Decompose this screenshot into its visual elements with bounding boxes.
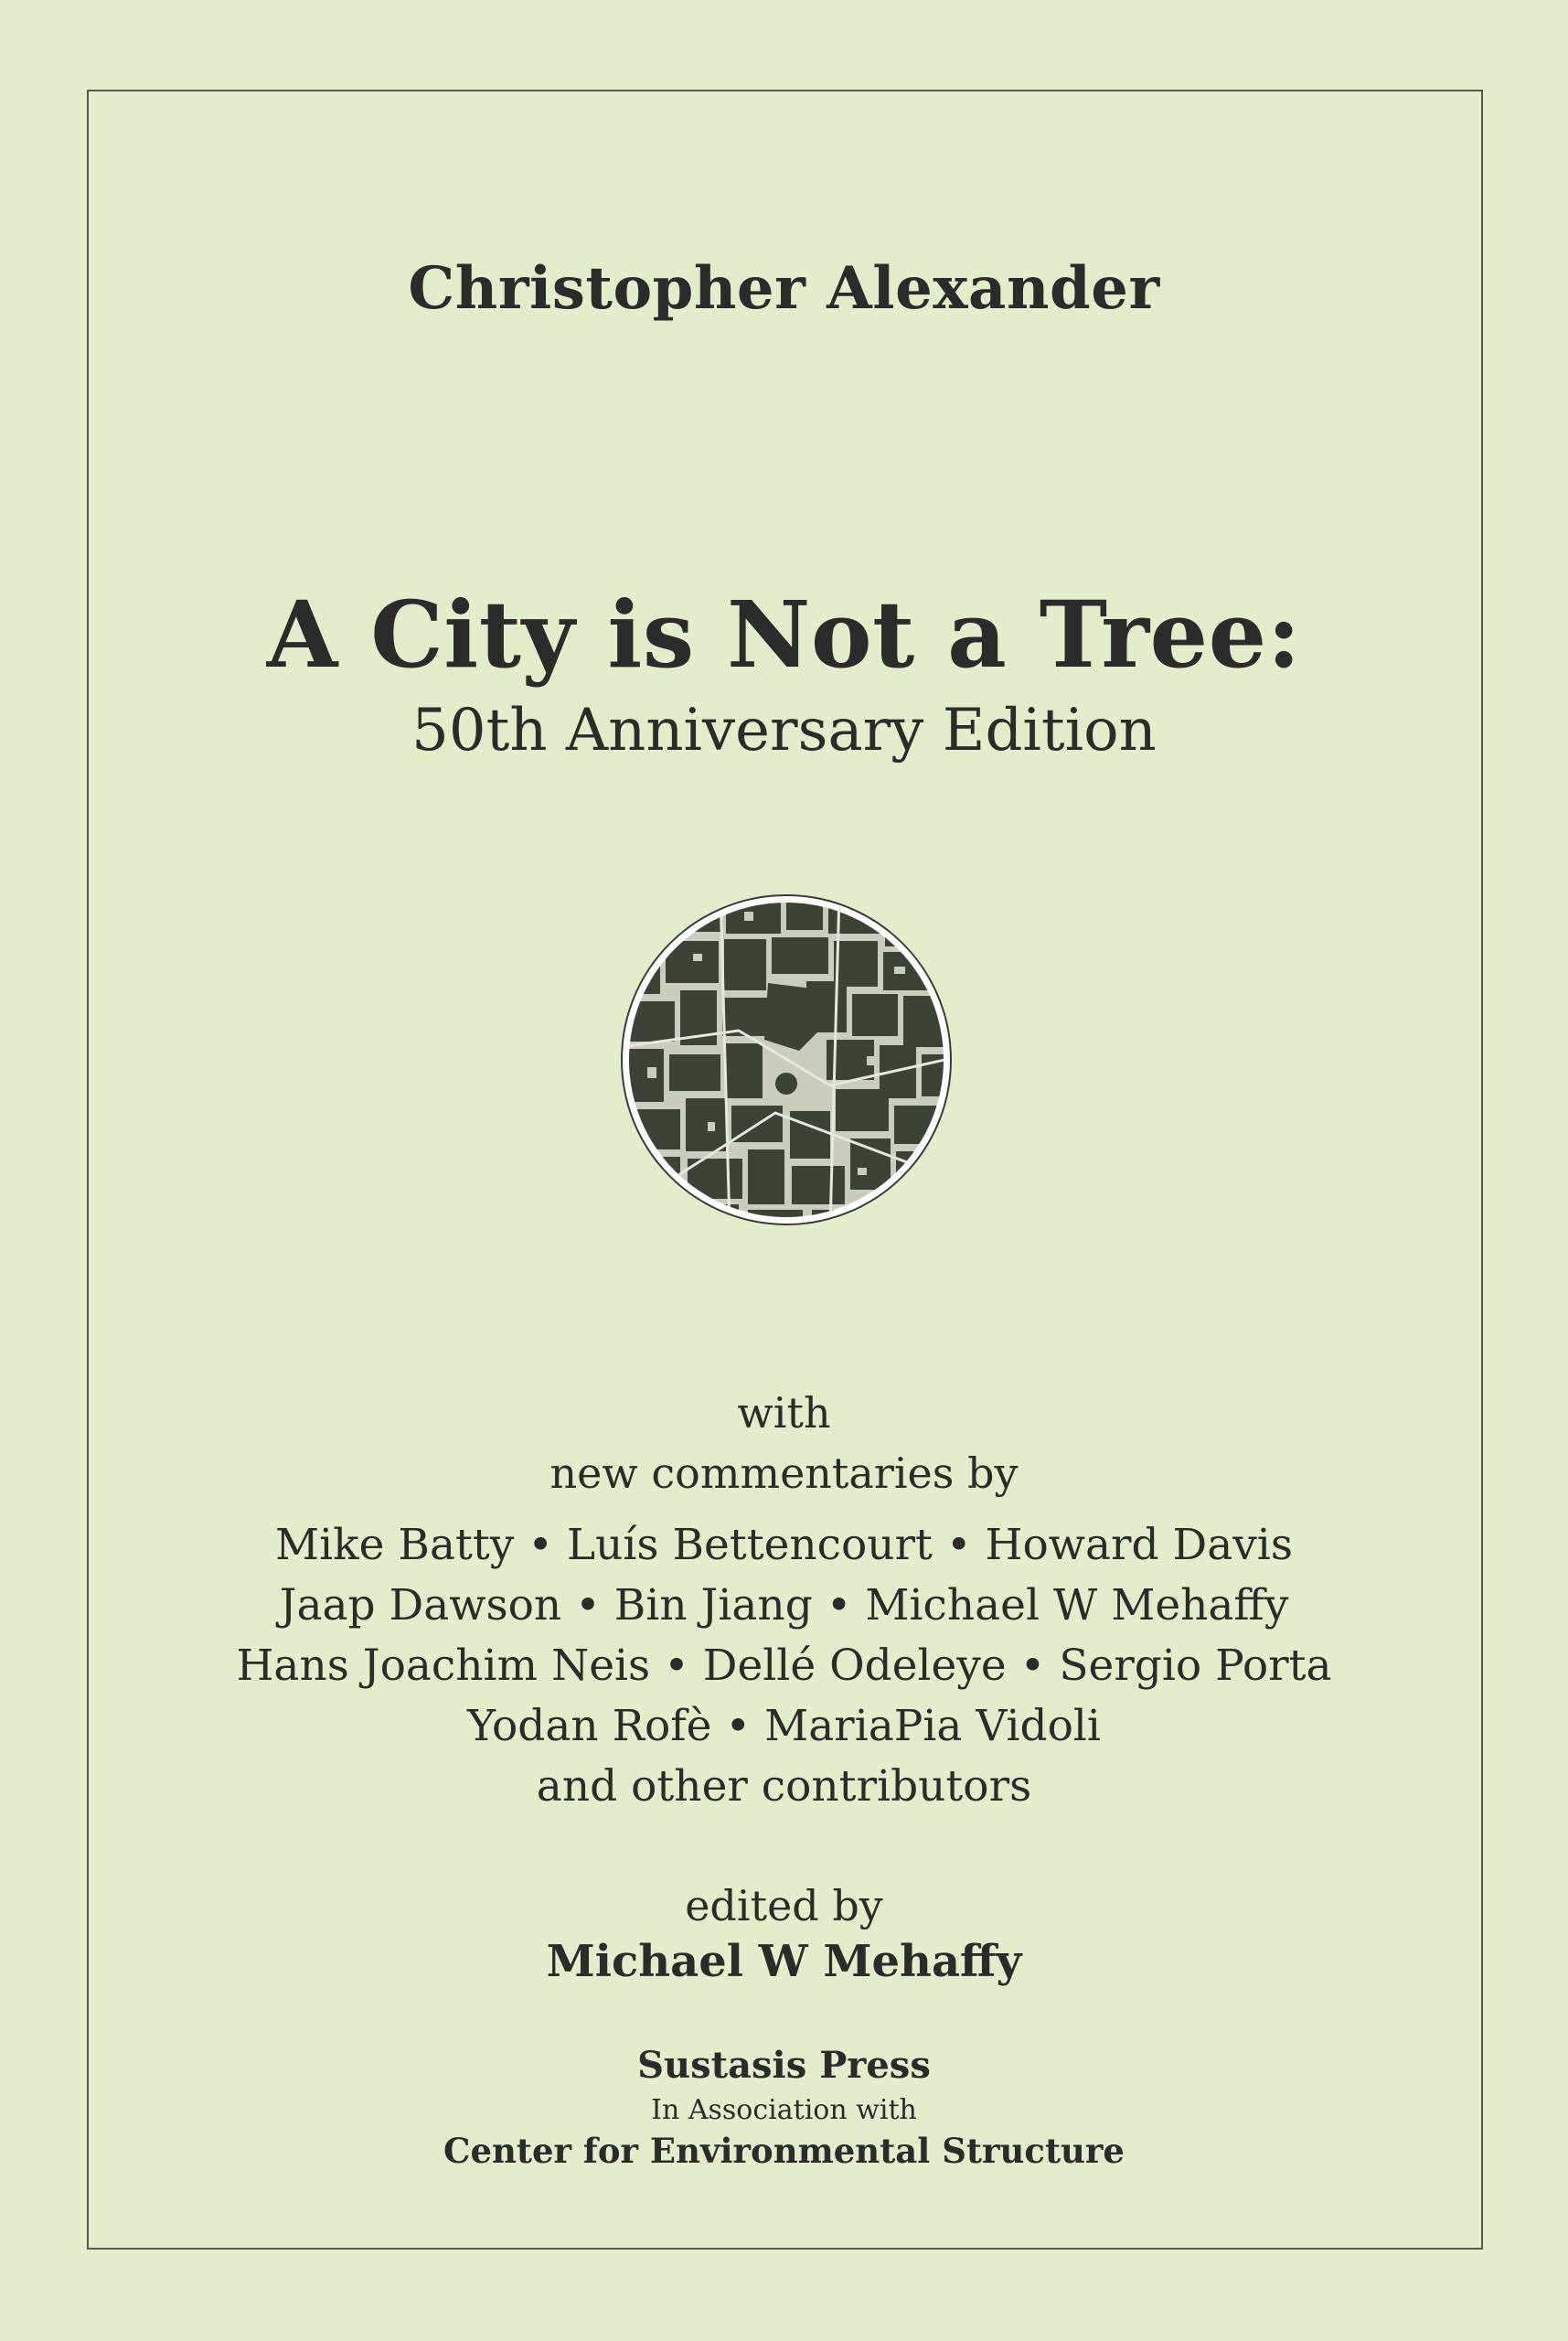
editor-name: Michael W Mehaffy xyxy=(546,1936,1022,1987)
contributor-line: Jaap Dawson • Bin Jiang • Michael W Mehaffy xyxy=(279,1580,1289,1630)
city-map-emblem-icon xyxy=(620,893,953,1226)
contributors-list xyxy=(0,1515,1568,1817)
edited-by-label: edited by xyxy=(685,1881,883,1930)
association-label: In Association with xyxy=(651,2094,917,2126)
contributor-line: Yodan Rofè • MariaPia Vidoli xyxy=(467,1701,1101,1751)
publisher-name: Sustasis Press xyxy=(637,2044,931,2087)
book-subtitle: 50th Anniversary Edition xyxy=(411,697,1157,764)
contributor-line: Hans Joachim Neis • Dellé Odeleye • Sergio Porta xyxy=(236,1641,1332,1691)
partner-name: Center for Environmental Structure xyxy=(443,2131,1125,2171)
author-name: Christopher Alexander xyxy=(408,254,1160,323)
commentaries-line: new commentaries by xyxy=(549,1448,1019,1498)
with-text xyxy=(0,1383,1568,1503)
book-title: A City is Not a Tree: xyxy=(266,581,1302,689)
contributor-line: Mike Batty • Luís Bettencourt • Howard Davis xyxy=(275,1520,1293,1570)
with-line: with xyxy=(737,1388,831,1438)
contributor-line: and other contributors xyxy=(536,1761,1032,1812)
